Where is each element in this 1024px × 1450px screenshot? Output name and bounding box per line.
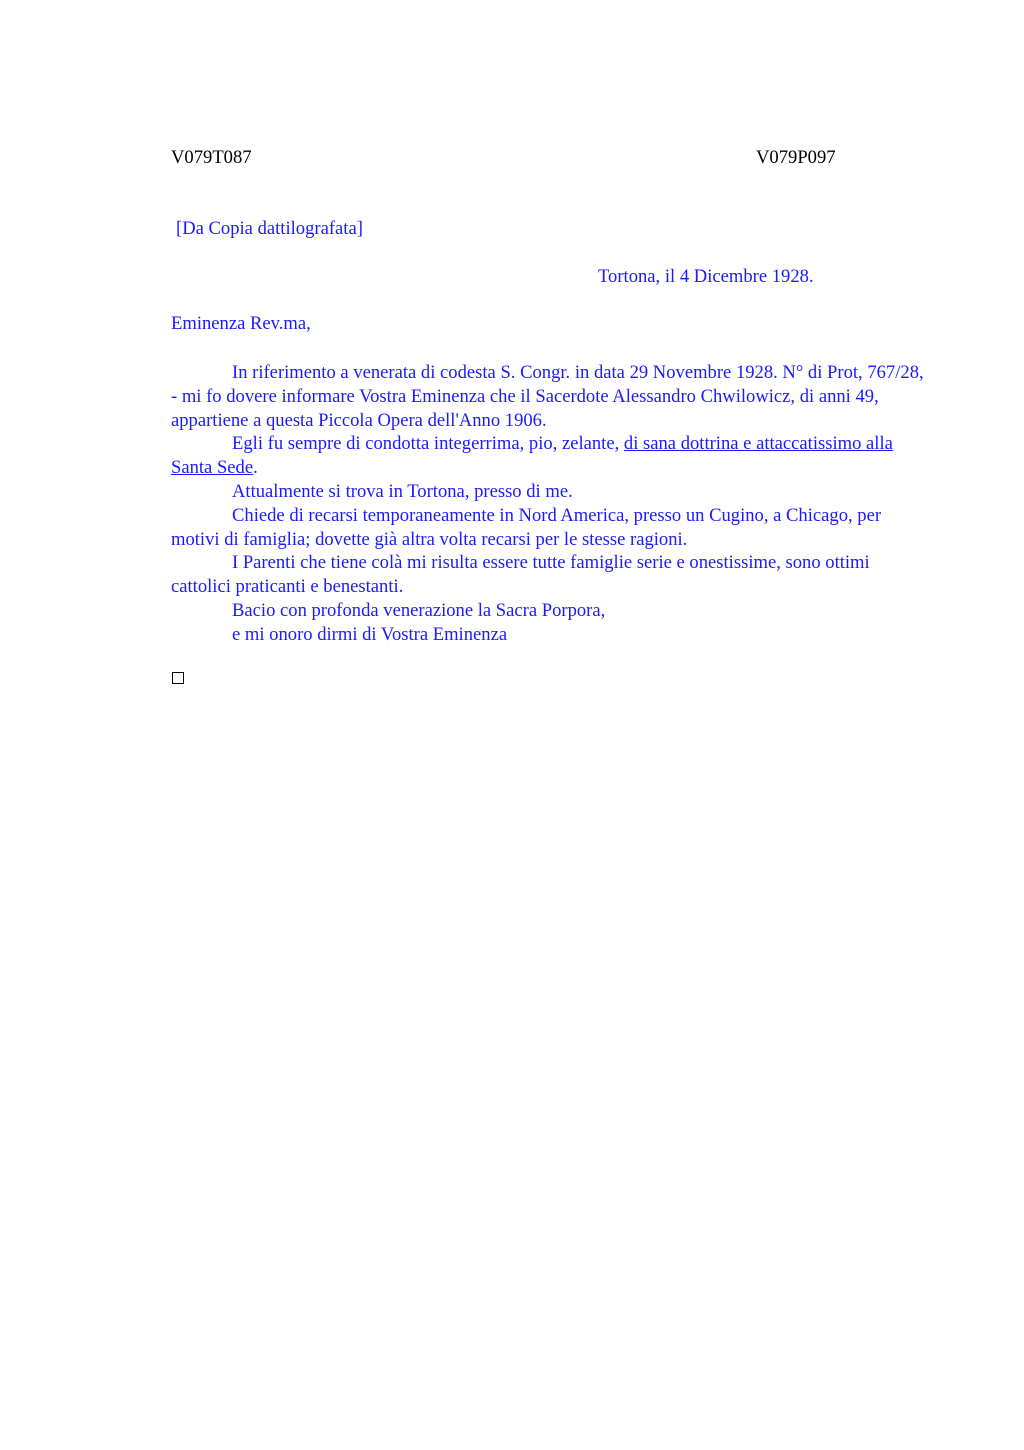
paragraph-reference: In riferimento a venerata di codesta S. Congr. in data 29 Novembre 1928. N° di Prot, 767/28, - mi fo dovere informare Vostra Eminenza che il Sacerdote Alessandro Chwilowicz, di anni 49, appartiene a questa Piccola Opera dell'Anno 1906.: [171, 362, 924, 431]
paragraph-conduct-start: Egli fu sempre di condotta integerrima, pio, zelante,: [232, 433, 624, 455]
document-code-right: V079P097: [756, 147, 836, 168]
document-code-left: V079T087: [171, 147, 252, 168]
paragraph-conduct-end: .: [253, 457, 258, 479]
square-outline-icon: [172, 672, 184, 684]
underlined-phrase: di sana dottrina e attaccatissimo alla Santa Sede: [171, 433, 893, 479]
paragraph-closing: Bacio con profonda venerazione la Sacra Porpora,: [232, 599, 606, 621]
paragraph-request: Chiede di recarsi temporaneamente in Nord America, presso un Cugino, a Chicago, per motivi di famiglia; dovette già altra volta recarsi per le stesse ragioni.: [171, 504, 882, 550]
place-date: Tortona, il 4 Dicembre 1928.: [598, 266, 814, 287]
letter-body: [171, 361, 931, 647]
paragraph-conduct: [171, 432, 931, 480]
salutation: Eminenza Rev.ma,: [171, 313, 311, 334]
source-note: [Da Copia dattilografata]: [176, 218, 363, 239]
paragraph-relatives: I Parenti che tiene colà mi risulta essere tutte famiglie serie e onestissime, sono ottimi cattolici praticanti e benestanti.: [171, 552, 870, 598]
paragraph-signoff: e mi onoro dirmi di Vostra Eminenza: [232, 623, 508, 645]
paragraph-location: Attualmente si trova in Tortona, presso di me.: [232, 480, 573, 502]
